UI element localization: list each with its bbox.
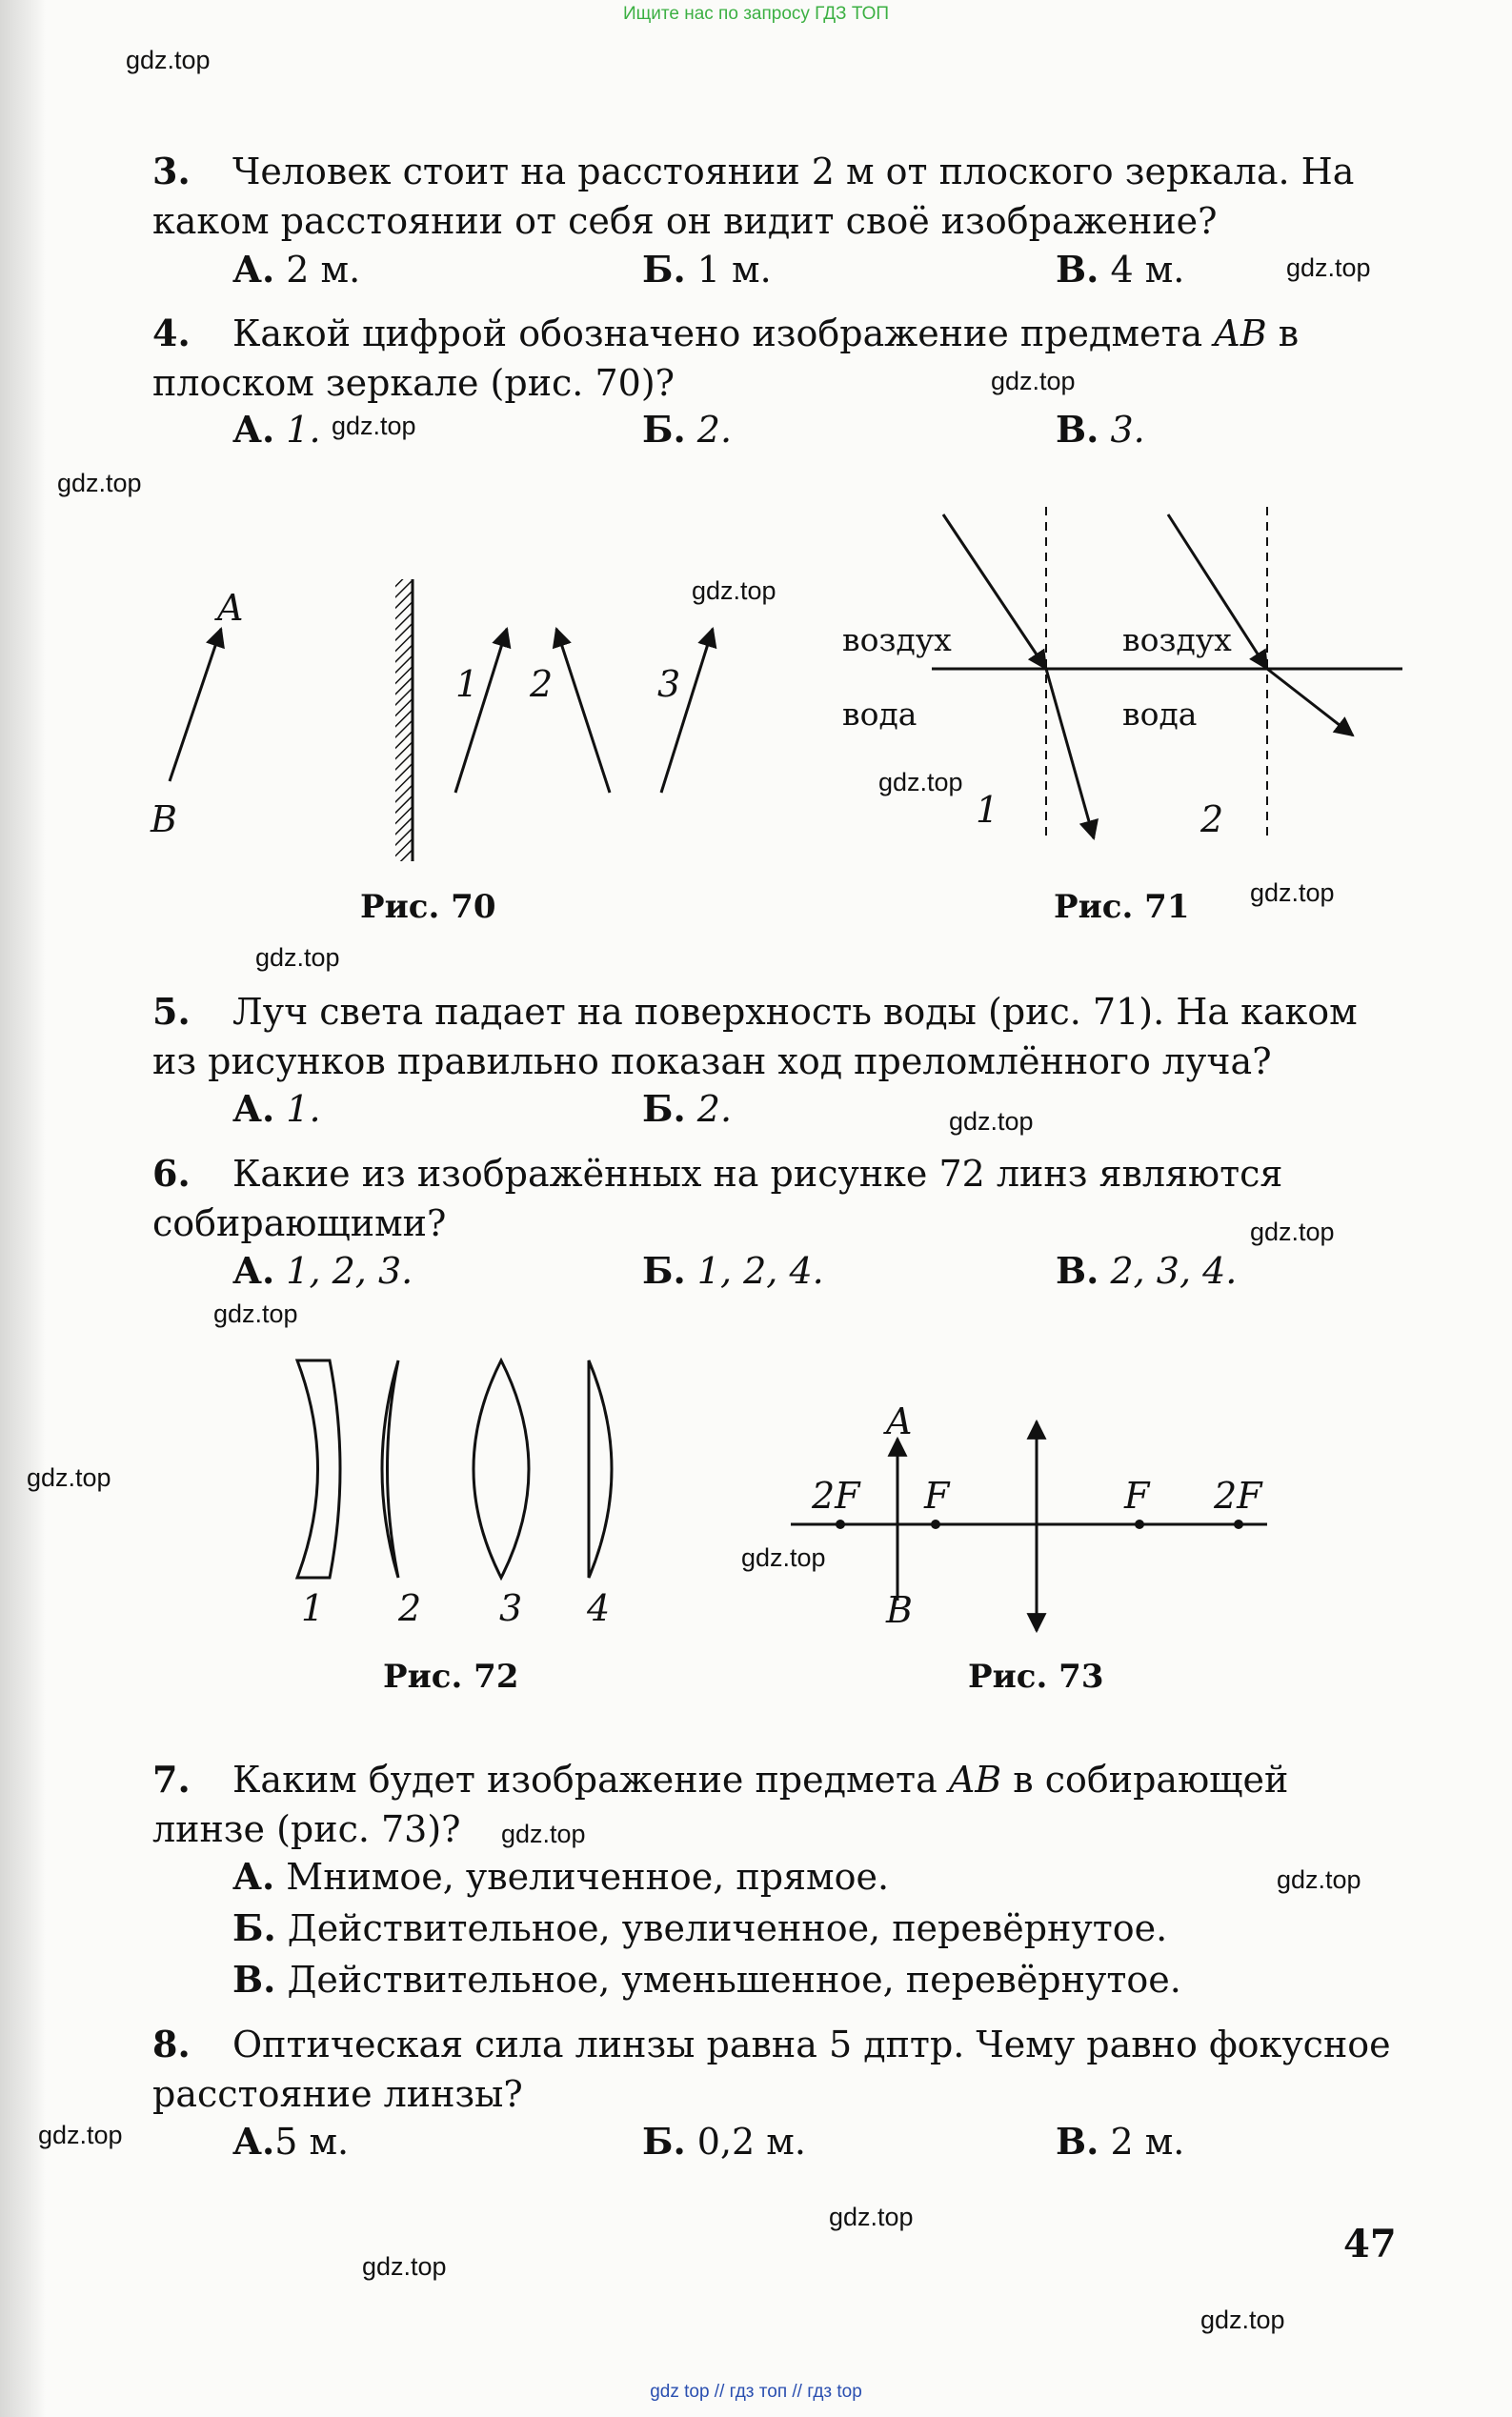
focus-f-left-point [931, 1520, 940, 1529]
answer-b: Б. 1, 2, 4. [642, 1249, 824, 1292]
label-water-1: вода [842, 695, 917, 733]
image-2-arrow [556, 629, 610, 793]
label-3: 3 [657, 663, 681, 705]
answer-v: В. 2, 3, 4. [1056, 1249, 1238, 1292]
watermark: gdz.top [829, 2203, 914, 2231]
watermark: gdz.top [741, 1543, 826, 1572]
question-text-italic: AB [948, 1759, 1002, 1801]
watermark: gdz.top [1286, 253, 1371, 282]
question-text: Какой цифрой обозначено изображение предмета [232, 312, 1215, 354]
label-water-2: вода [1122, 695, 1198, 733]
answer-a: А. 1, 2, 3. [232, 1249, 413, 1292]
label-2: 2 [1200, 798, 1224, 840]
question-text: Луч света падает на поверхность воды (рис. 71). На каком из рисунков правильно показан ход преломлённого луча? [152, 991, 1358, 1082]
question-text: Человек стоит на расстоянии 2 м от плоского зеркала. На каком расстоянии от себя он видит своё изображение? [152, 151, 1355, 242]
watermark: gdz.top [692, 576, 776, 605]
answer-a: А.5 м. [232, 2120, 350, 2163]
caption-fig-72: Рис. 72 [383, 1658, 519, 1696]
question-8 [152, 2020, 1410, 2119]
watermark: gdz.top [1250, 878, 1335, 907]
question-7 [152, 1755, 1410, 1854]
label-b: B [886, 1589, 913, 1631]
question-5 [152, 987, 1410, 1086]
watermark: gdz.top [1250, 1218, 1335, 1246]
label-air-2: воздух [1122, 621, 1232, 658]
focus-2f-left-point [836, 1520, 845, 1529]
answer-b: Б. 0,2 м. [642, 2120, 806, 2163]
label-3: 3 [499, 1587, 523, 1629]
label-2: 2 [530, 663, 554, 705]
label-a: A [217, 587, 244, 629]
label-b: B [151, 798, 177, 840]
mirror-hatch [395, 579, 413, 861]
watermark: gdz.top [57, 469, 142, 497]
watermark: gdz.top [255, 943, 340, 972]
figure-72 [297, 1360, 612, 1578]
watermark: gdz.top [213, 1299, 298, 1328]
answer-b: Б. 2. [642, 1087, 733, 1130]
figure-70 [170, 579, 713, 861]
watermark: gdz.top [362, 2252, 447, 2281]
answer-a: А. Мнимое, увеличенное, прямое. [232, 1855, 890, 1898]
label-4: 4 [587, 1587, 611, 1629]
lens-1 [297, 1360, 340, 1578]
answer-a: А. 1. [232, 1087, 321, 1130]
figure-71 [932, 507, 1402, 838]
label-1: 1 [455, 663, 479, 705]
focus-2f-right-point [1234, 1520, 1243, 1529]
lens-3 [474, 1360, 529, 1578]
question-text: Оптическая сила линзы равна 5 дптр. Чему равно фокусное расстояние линзы? [152, 2024, 1391, 2115]
question-number: 7. [152, 1758, 191, 1801]
answer-v: В. 4 м. [1056, 248, 1185, 291]
incident-ray-1 [943, 514, 1046, 669]
question-number: 8. [152, 2023, 191, 2065]
watermark: gdz.top [27, 1463, 111, 1492]
page-number: 47 [1343, 2222, 1397, 2266]
answer-b: Б. 1 м. [642, 248, 772, 291]
label-1: 1 [976, 789, 999, 831]
question-text: Какие из изображённых на рисунке 72 линз являются собирающими? [152, 1153, 1283, 1244]
refracted-ray-1 [1046, 669, 1094, 838]
answer-v: В. Действительное, уменьшенное, перевёрнутое. [232, 1958, 1181, 2001]
watermark: gdz.top [1200, 2306, 1285, 2334]
object-arrow-ab [170, 629, 221, 781]
watermark: gdz.top [1277, 1865, 1361, 1894]
answer-v: В. 2 м. [1056, 2120, 1185, 2163]
watermark: gdz.top [501, 1820, 586, 1848]
question-number: 5. [152, 990, 191, 1033]
label-2f-left: 2F [812, 1475, 860, 1517]
lens-2 [382, 1360, 398, 1578]
question-text: Каким будет изображение предмета [232, 1759, 949, 1801]
caption-fig-71: Рис. 71 [1054, 888, 1190, 926]
watermark: gdz.top [991, 367, 1076, 395]
question-number: 6. [152, 1152, 191, 1195]
watermark: gdz.top [878, 768, 963, 796]
label-f-right: F [1124, 1475, 1150, 1517]
image-1-arrow [455, 629, 507, 793]
label-air-1: воздух [842, 621, 952, 658]
top-banner: Ищите нас по запросу ГДЗ ТОП [622, 4, 890, 24]
answer-b: Б. 2. [642, 408, 733, 451]
question-number: 3. [152, 150, 191, 192]
answer-a: А. 2 м. [232, 248, 361, 291]
answer-a: А. 1. [232, 408, 321, 451]
watermark: gdz.top [949, 1107, 1034, 1136]
question-6 [152, 1149, 1410, 1248]
focus-f-right-point [1135, 1520, 1144, 1529]
question-text: в плоском зеркале (рис. 70)? [152, 312, 1300, 404]
question-number: 4. [152, 312, 191, 354]
label-2f-right: 2F [1214, 1475, 1262, 1517]
label-2: 2 [398, 1587, 422, 1629]
figure-73 [791, 1421, 1267, 1631]
image-3-arrow [661, 629, 713, 793]
question-text: в собирающей линзе (рис. 73)? [152, 1759, 1289, 1850]
answer-b: Б. Действительное, увеличенное, перевёрнутое. [232, 1906, 1168, 1949]
label-a: A [886, 1400, 913, 1442]
caption-fig-70: Рис. 70 [360, 888, 496, 926]
answer-v: В. 3. [1056, 408, 1145, 451]
footer-links[interactable]: gdz top // гдз топ // гдз top [650, 2382, 862, 2402]
question-text-italic: AB [1214, 312, 1267, 354]
label-1: 1 [301, 1587, 325, 1629]
caption-fig-73: Рис. 73 [968, 1658, 1104, 1696]
watermark: gdz.top [332, 412, 416, 440]
refracted-ray-2 [1267, 669, 1353, 735]
label-f-left: F [924, 1475, 950, 1517]
lens-4 [589, 1360, 612, 1578]
watermark: gdz.top [38, 2121, 123, 2149]
watermark: gdz.top [126, 46, 211, 74]
